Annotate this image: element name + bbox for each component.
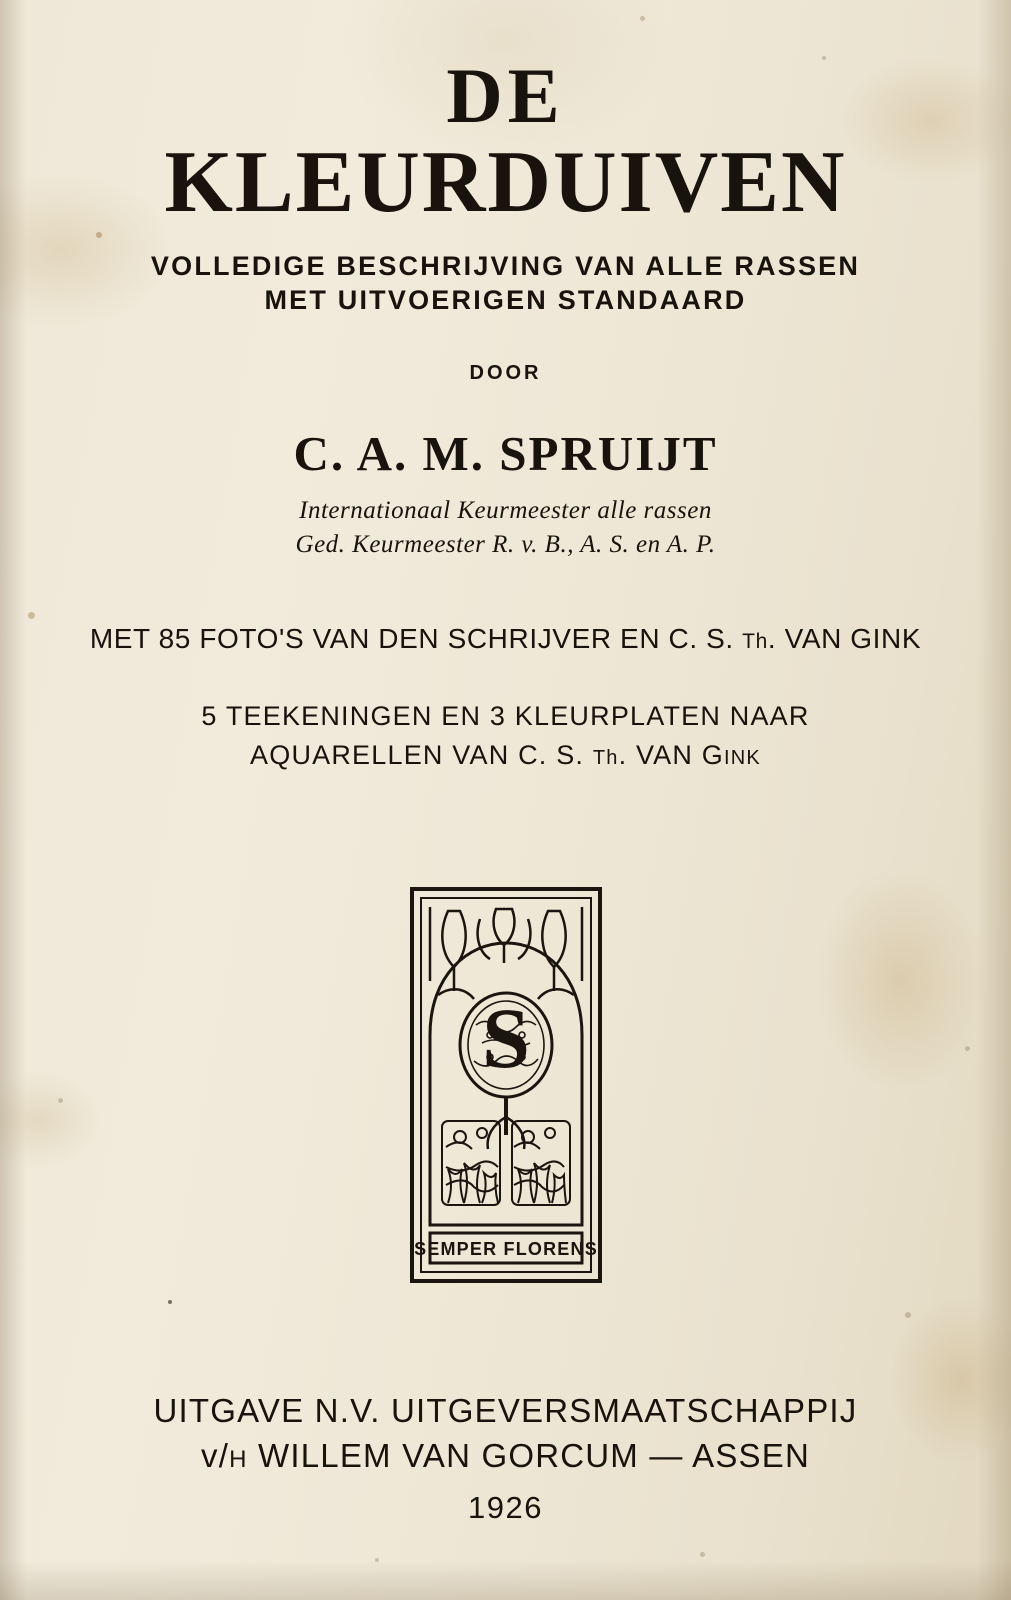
- drawing-credits-line-2: [0, 736, 1011, 775]
- drawing-credits-abbrev-2: INK: [724, 746, 761, 769]
- byline-door-label: DOOR: [469, 361, 542, 384]
- author-credentials: [0, 494, 1011, 563]
- publisher-imprint: [0, 1389, 1011, 1478]
- drawing-credits-line-1: 5 TEEKENINGEN EN 3 KLEURPLATEN NAAR: [201, 700, 810, 731]
- publication-year: 1926: [468, 1490, 543, 1526]
- photo-credits-suffix: . VAN GINK: [767, 622, 922, 654]
- drawing-credits-line-2-a: AQUARELLEN VAN C. S.: [250, 739, 593, 770]
- drawing-credits-line-2-b: . VAN G: [618, 739, 724, 770]
- author-credential-line-1: Internationaal Keurmeester alle rassen: [299, 496, 712, 524]
- photo-credits: [0, 623, 1011, 655]
- publisher-line-2-prefix: v/: [201, 1436, 230, 1474]
- publisher-logo-motto: SEMPER FLORENS: [413, 1239, 598, 1260]
- page-title-line-1: DE: [446, 52, 565, 139]
- author-name: C. A. M. SPRUIJT: [293, 425, 718, 481]
- author-credential-line-2: Ged. Keurmeester R. v. B., A. S. en A. P.: [295, 531, 716, 559]
- page-edge-shadow-bottom: [0, 1560, 1011, 1600]
- publisher-line-2: [0, 1434, 1011, 1479]
- publisher-line-2-abbrev: H: [229, 1445, 248, 1473]
- publisher-logo-monogram: S: [481, 990, 530, 1087]
- subtitle: [0, 249, 1011, 318]
- photo-credits-prefix: MET 85 FOTO'S VAN DEN SCHRIJVER EN C. S.: [89, 622, 743, 654]
- paper-speckle: [375, 1558, 379, 1562]
- publisher-line-1: UITGAVE N.V. UITGEVERSMAATSCHAPPIJ: [153, 1392, 858, 1430]
- paper-speckle: [700, 1552, 705, 1557]
- drawing-credits-abbrev: Th: [592, 746, 619, 769]
- publisher-line-2-rest: WILLEM VAN GORCUM — ASSEN: [247, 1436, 810, 1474]
- subtitle-line-2: MET UITVOERIGEN STANDAARD: [264, 285, 747, 316]
- drawing-credits: [0, 697, 1011, 775]
- publisher-logo-icon: [408, 885, 604, 1285]
- publisher-logo-container: [0, 885, 1011, 1285]
- subtitle-line-1: VOLLEDIGE BESCHRIJVING VAN ALLE RASSEN: [150, 250, 861, 281]
- photo-credits-abbrev: Th: [742, 629, 768, 653]
- page-title-line-2: KLEURDUIVEN: [164, 134, 847, 232]
